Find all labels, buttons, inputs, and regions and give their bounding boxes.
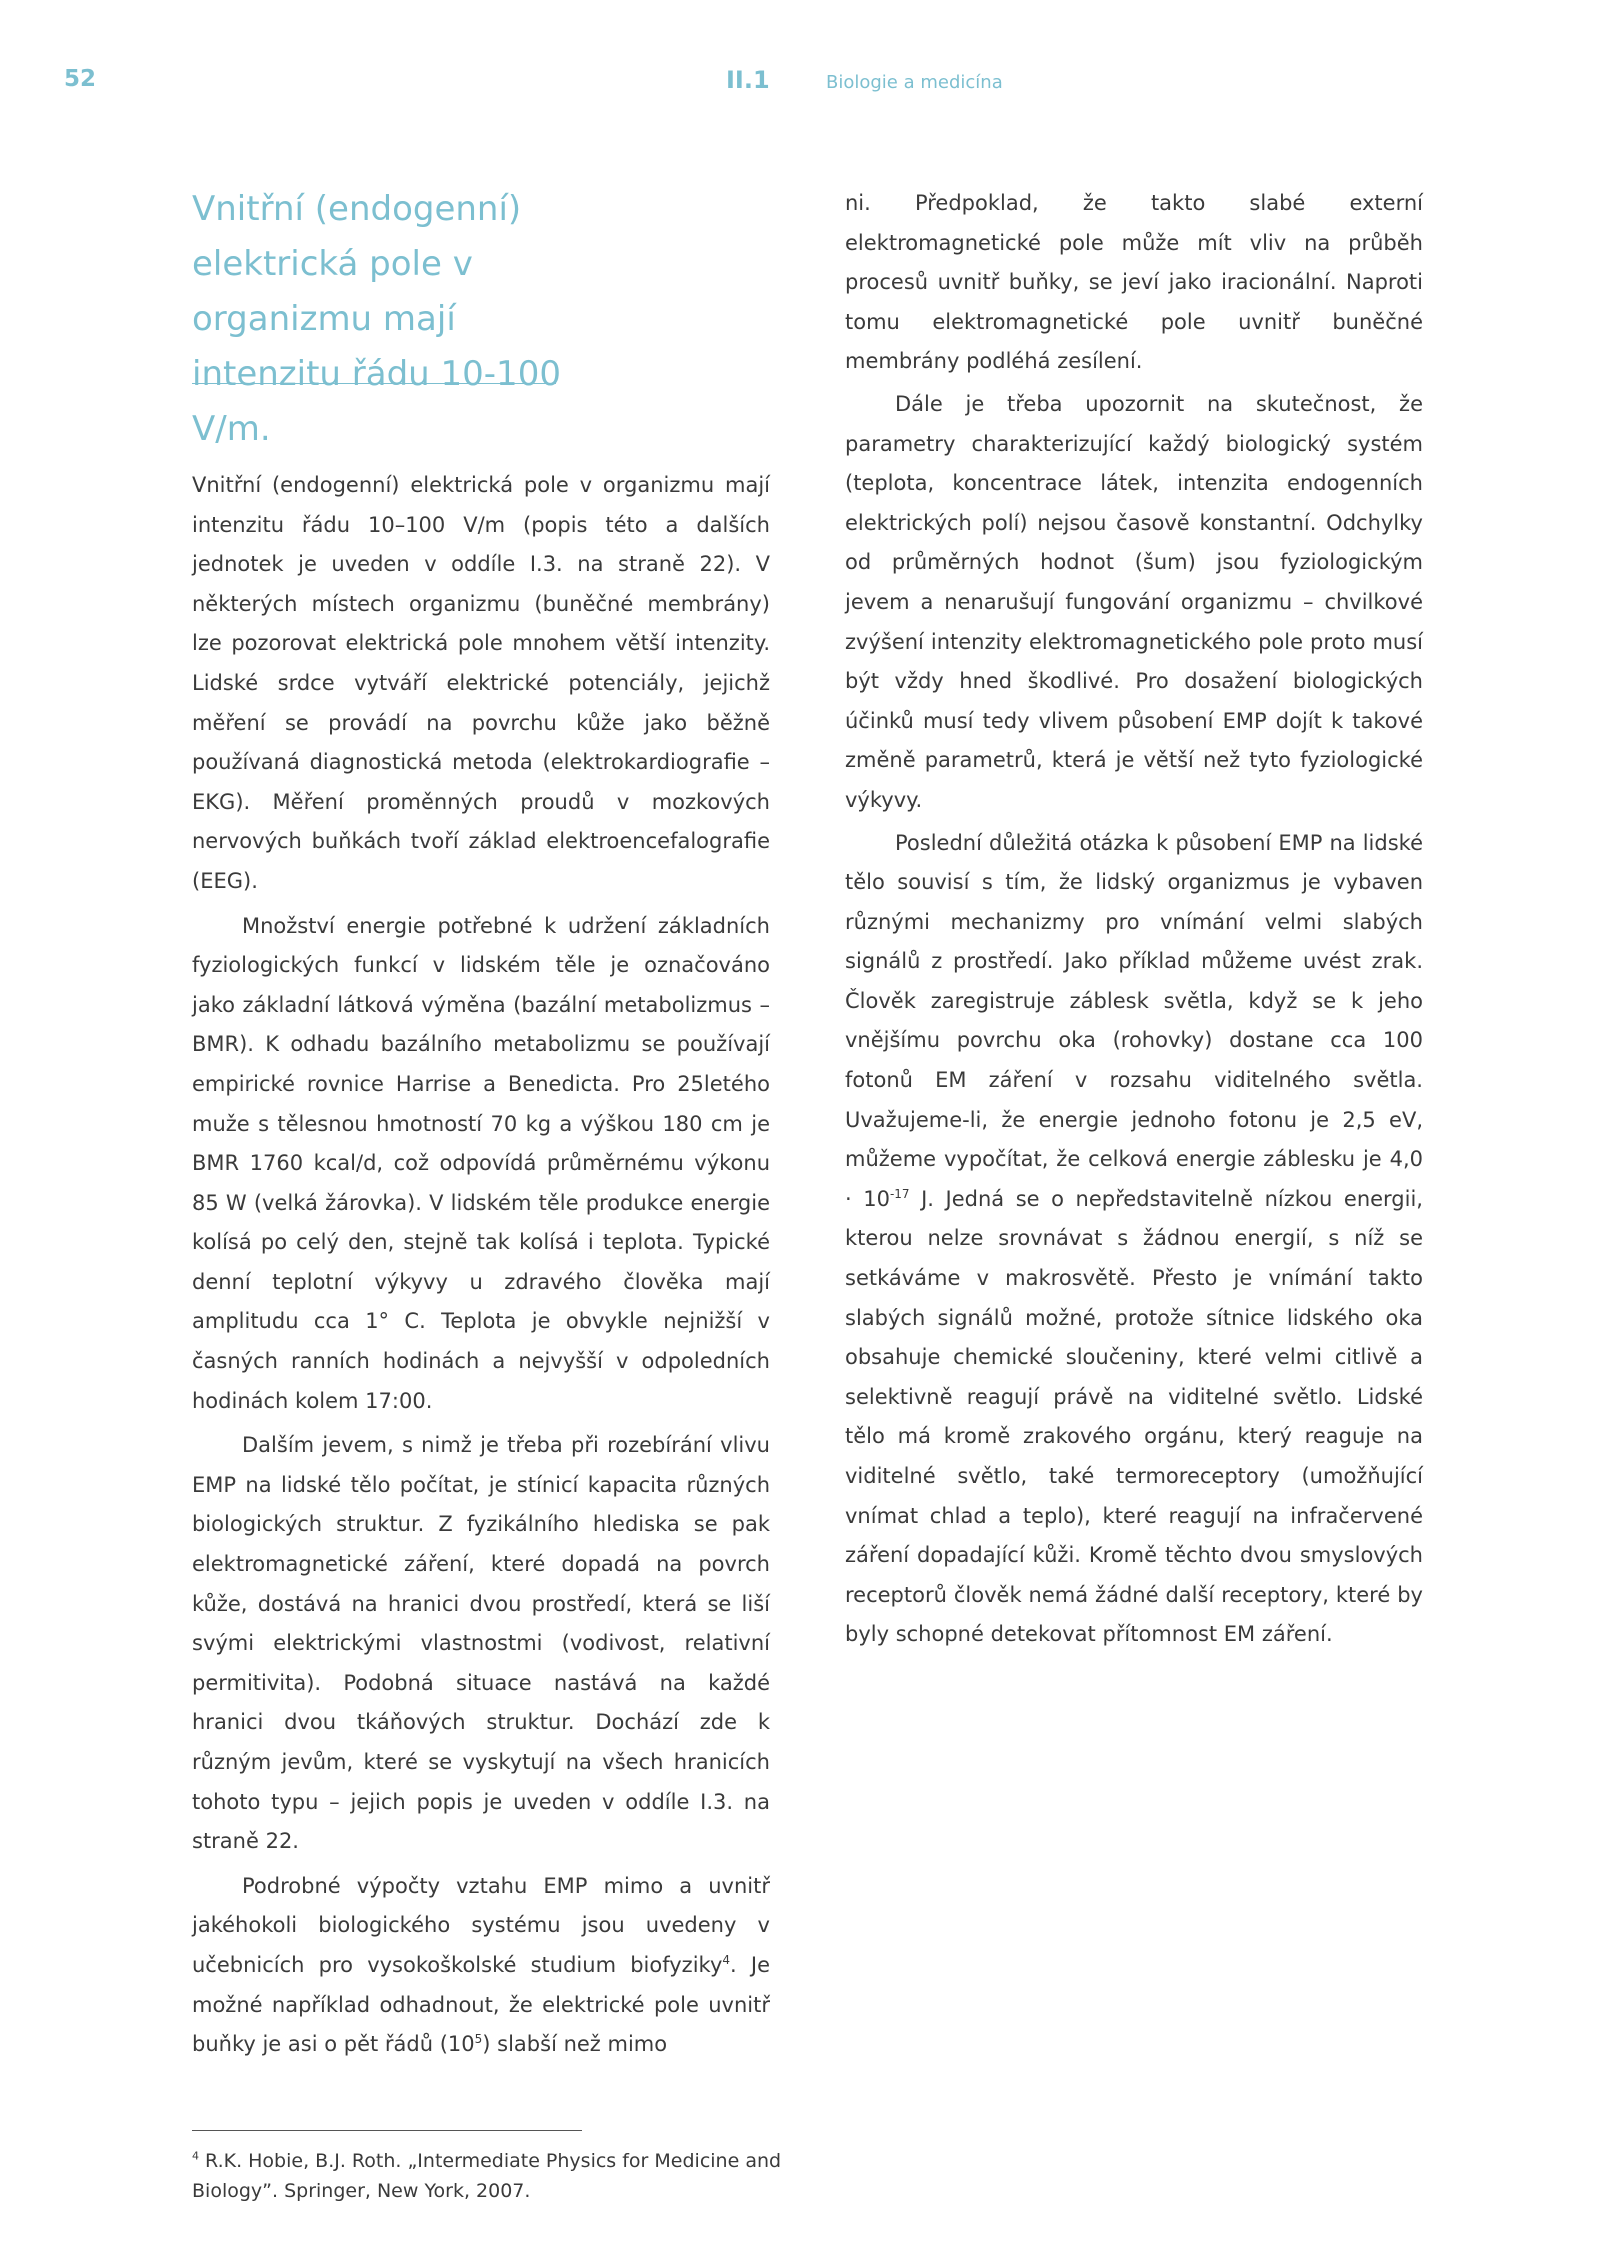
paragraph: Vnitřní (endogenní) elektrická pole v organizmu mají intenzitu řádu 10–100 V/m (popis této a dalších jednotek je uveden v oddíle I.3. na straně 22). V některých místech organizmu (buněčné membrány) lze pozorovat elektrická pole mnohem větší intenzity. Lidské srdce vytváří elektrické potenciály, jejichž měření se provádí na povrchu kůže jako běžně používaná diagnostická metoda (elektrokardiografie – EKG). Měření proměnných proudů v mozkových nervových buňkách tvoří základ elektroencefalografie (EEG).: [192, 473, 770, 893]
footnote-ref: 4: [722, 1952, 731, 1967]
paragraph: Množství energie potřebné k udržení základních fyziologických funkcí v lidském těle je označováno jako základní látková výměna (bazální metabolizmus – BMR). K odhadu bazálního metabolizmu se používají empirické rovnice Harrise a Benedicta. Pro 25letého muže s tělesnou hmotností 70 kg a výškou 180 cm je BMR 1760 kcal/d, což odpovídá průměrnému výkonu 85 W (velká žárovka). V lidském těle produkce energie kolísá po celý den, stejně tak kolísá i teplota. Typické denní teplotní výkyvy u zdravého člověka mají amplitudu cca 1° C. Teplota je obvykle nejnižší v časných ranních hodinách a nejvyšší v odpoledních hodinách kolem 17:00.: [192, 913, 770, 1413]
pull-quote: Vnitřní (endogenní) elektrická pole v organizmu mají intenzitu řádu 10-100 V/m.: [192, 189, 561, 449]
footnote-rule: [192, 2130, 582, 2131]
section-title: Biologie a medicína: [826, 72, 1003, 93]
text-run: Poslední důležitá otázka k působení EMP na lidské tělo souvisí s tím, že lidský organizmus je vybaven různými mechanizmy pro vnímání velmi slabých signálů z prostředí. Jako příklad můžeme uvést zrak. Člověk zaregistruje záblesk světla, když se k jeho vnějšímu povrchu oka (rohovky) dostane cca 100 fotonů EM záření v rozsahu viditelného světla. Uvažujeme-li, že energie jednoho fotonu je 2,5 eV, můžeme vypočítat, že celková energie záblesku je 4,0 · 10: [845, 830, 1423, 1211]
paragraph: [845, 824, 1423, 1655]
page-number: 52: [64, 66, 97, 92]
text-run: . Je možné například odhadnout, že elektrické pole uvnitř buňky je asi o pět řádů (10: [192, 1952, 770, 2057]
section-number: II.1: [726, 66, 770, 94]
left-column: [192, 466, 770, 2065]
paragraph: ni. Předpoklad, že takto slabé externí elektromagnetické pole může mít vliv na průběh procesů uvnitř buňky, se jeví jako iracionální. Naproti tomu elektromagnetické pole uvnitř buněčné membrány podléhá zesílení.: [845, 191, 1423, 374]
footnote-marker: 4: [192, 2149, 199, 2163]
paragraph: Dále je třeba upozornit na skutečnost, že parametry charakterizující každý biologický systém (teplota, koncentrace látek, intenzita endogenních elektrických polí) nejsou časově konstantní. Odchylky od průměrných hodnot (šum) jsou fyziologickým jevem a nenarušují fungování organizmu – chvilkové zvýšení intenzity elektromagnetického pole proto musí být vždy hned škodlivé. Pro dosažení biologických účinků musí tedy vlivem působení EMP dojít k takové změně parametrů, která je větší než tyto fyziologické výkyvy.: [845, 391, 1423, 812]
footnote: [192, 2146, 792, 2206]
superscript: -17: [889, 1186, 910, 1201]
paragraph: [192, 1867, 770, 2065]
text-run: Podrobné výpočty vztahu EMP mimo a uvnitř jakéhokoli biologického systému jsou uvedeny v učebnicích pro vysokoškolské studium biofyziky: [192, 1873, 770, 1977]
paragraph: Dalším jevem, s nimž je třeba při rozebírání vlivu EMP na lidské tělo počítat, je stínicí kapacita různých biologických struktur. Z fyzikálního hlediska se pak elektromagnetické záření, které dopadá na povrch kůže, dostává na hranici dvou prostředí, která se liší svými elektrickými vlastnostmi (vodivost, relativní permitivita). Podobná situace nastává na každé hranici dvou tkáňových struktur. Dochází zde k různým jevům, které se vyskytují na všech hranicích tohoto typu – jejich popis je uveden v oddíle I.3. na straně 22.: [192, 1433, 770, 1854]
superscript: 5: [474, 2032, 483, 2047]
pull-quote-rule: [192, 383, 556, 384]
footnote-text: R.K. Hobie, B.J. Roth. „Intermediate Physics for Medicine and Biology”. Springer, New York, 2007.: [192, 2150, 782, 2202]
text-run: ) slabší než mimo: [482, 2032, 668, 2057]
text-run: J. Jedná se o nepředstavitelně nízkou energii, kterou nelze srovnávat s žádnou energií, s níž se setkáváme v makrosvětě. Přesto je vnímání takto slabých signálů možné, protože sítnice lidského oka obsahuje chemické sloučeniny, které velmi citlivě a selektivně reagují právě na viditelné světlo. Lidské tělo má kromě zrakového orgánu, který reaguje na viditelné světlo, také termoreceptory (umožňující vnímat chlad a teplo), které reagují na infračervené záření dopadající kůži. Kromě těchto dvou smyslových receptorů člověk nemá žádné další receptory, které by byly schopné detekovat přítomnost EM záření.: [845, 1186, 1423, 1647]
right-column: [845, 184, 1423, 1655]
